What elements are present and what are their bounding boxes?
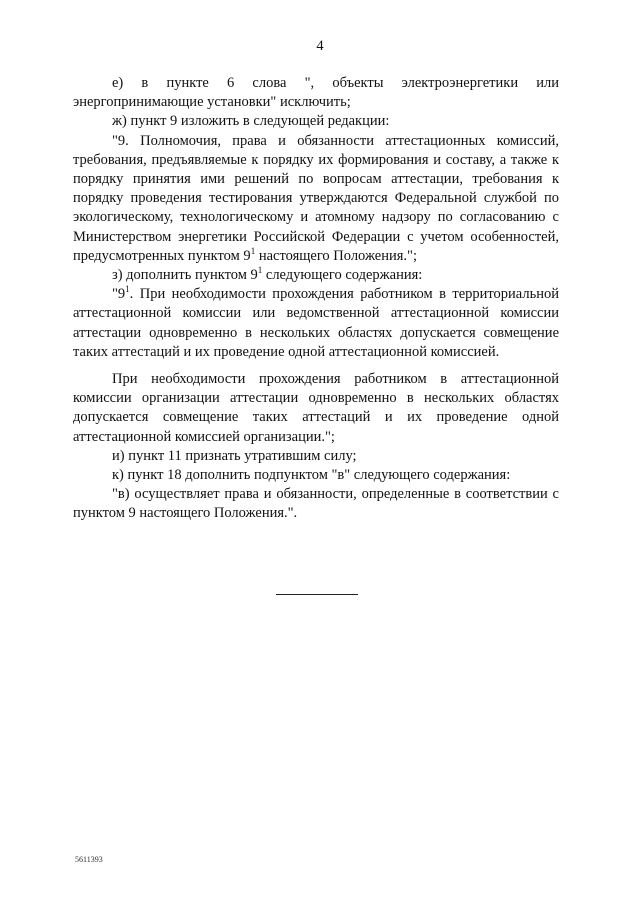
paragraph-text: "9. Полномочия, права и обязанности аттестационных комиссий, требования, предъявляемые к порядку их формирования и составу, а также к порядку принятия ими решений по вопросам аттестации, требования к порядку проведения тестирования утверждаются Федеральной службой по экологическому, технологическому и атомному надзору по согласованию с Министерством энергетики Российской Федерации с учетом особенностей, предусмотренных пунктом 9 bbox=[73, 132, 559, 264]
paragraph-k bbox=[73, 466, 559, 485]
paragraph-point-9 bbox=[73, 132, 559, 266]
paragraph-zh bbox=[73, 112, 559, 131]
paragraph-text: "в) осуществляет права и обязанности, определенные в соответствии с пунктом 9 настоящего Положения.". bbox=[73, 486, 559, 522]
paragraph-point-9-1-cont bbox=[73, 370, 559, 447]
superscript: 1 bbox=[250, 245, 256, 256]
paragraph-text: "9 bbox=[112, 286, 126, 303]
paragraph-text: к) пункт 18 дополнить подпунктом "в" следующего содержания: bbox=[112, 467, 511, 484]
page-number: 4 bbox=[316, 38, 324, 54]
paragraph-text: ж) пункт 9 изложить в следующей редакции: bbox=[112, 113, 390, 130]
superscript: 1 bbox=[257, 265, 263, 276]
paragraph-text: и) пункт 11 признать утратившим силу; bbox=[112, 447, 357, 464]
paragraph-text-tail: следующего содержания: bbox=[262, 267, 423, 284]
paragraph-v bbox=[73, 485, 559, 523]
superscript: 1 bbox=[125, 284, 130, 295]
paragraph-text: з) дополнить пунктом 9 bbox=[112, 267, 258, 284]
paragraph-point-9-1 bbox=[73, 285, 559, 362]
paragraph-text-tail: . При необходимости прохождения работником в территориальной аттестационной комиссии или ведомственной аттестационной комиссии аттестации одновременно в нескольких областях допускается совмещение таких аттестаций и их проведение одной аттестационной комиссией. bbox=[73, 286, 559, 360]
document-id: 5611393 bbox=[75, 855, 103, 864]
paragraph-z bbox=[73, 266, 559, 285]
closing-rule bbox=[276, 594, 358, 595]
paragraph-text-tail: настоящего Положения."; bbox=[255, 247, 417, 264]
paragraph-e bbox=[73, 74, 559, 112]
paragraph-text: е) в пункте 6 слова ", объекты электроэнергетики или энергопринимающие установки" исключить; bbox=[73, 75, 559, 111]
document-body bbox=[73, 74, 559, 524]
paragraph-text: При необходимости прохождения работником в аттестационной комиссии организации аттестации одновременно в нескольких областях допускается совмещение таких аттестаций и их проведение одной аттестационной комиссией организации."; bbox=[73, 371, 559, 445]
paragraph-i bbox=[73, 447, 559, 466]
